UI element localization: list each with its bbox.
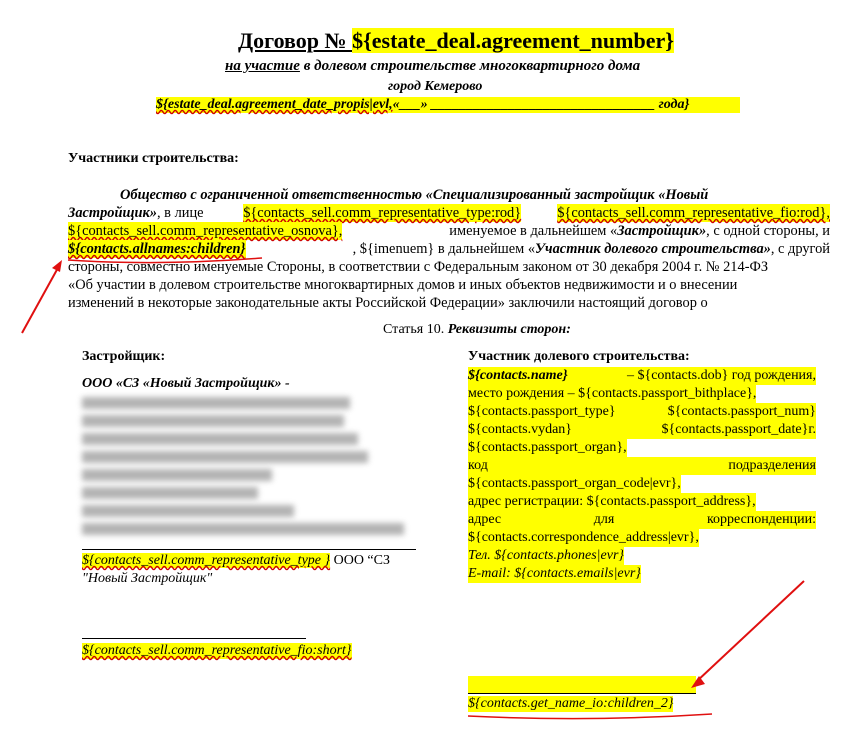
developer-heading: Застройщик: — [82, 349, 166, 364]
allnames-red-underline — [68, 258, 262, 263]
party-name-end: Застройщик» — [68, 205, 157, 221]
participant-term: Участник долевого строительства» — [535, 241, 771, 257]
one-side-text: , с одной стороны, и — [706, 223, 830, 239]
title-prefix: Договор № — [238, 28, 353, 53]
subtitle-rest: в долевом строительстве многоквартирного дома — [299, 58, 641, 74]
article-title: Реквизиты сторон: — [447, 322, 571, 337]
other-side-text: , с другой — [770, 241, 830, 257]
signature-red-underline — [468, 714, 712, 719]
correspondence-address-var: ${contacts.correspondence_address|evr}, — [468, 530, 699, 545]
address-label: адрес — [468, 512, 502, 527]
code-label: код — [468, 458, 488, 473]
article-prefix: Статья 10. — [383, 322, 448, 337]
passport-num-var: ${contacts.passport_num} — [667, 404, 816, 419]
for-label: для — [593, 512, 615, 527]
date-rest: «___» ________________________________ года} — [392, 97, 690, 112]
passport-organ-var: ${contacts.passport_organ}, — [468, 440, 627, 455]
participant-heading: Участник долевого строительства: — [468, 349, 690, 364]
participant-birthplace: место рождения – ${contacts.passport_bithplace}, — [468, 386, 757, 401]
developer-rep-type-var: ${contacts_sell.comm_representative_type } — [82, 553, 331, 568]
developer-org-name-line: "Новый Застройщик" — [82, 571, 213, 586]
passport-vydan-var: ${contacts.vydan} — [468, 422, 573, 437]
phones-var: Тел. ${contacts.phones|evr} — [468, 548, 624, 563]
participants-heading: Участники строительства: — [68, 151, 239, 166]
arrow-to-allnames — [22, 260, 62, 333]
developer-name: ООО «СЗ «Новый Застройщик» - — [82, 376, 290, 391]
agreement-number-var: ${estate_deal.agreement_number} — [352, 28, 674, 53]
passport-date-var: ${contacts.passport_date}г. — [661, 422, 816, 437]
paragraph-line-6-text: «Об участии в долевом строительстве многоквартирных домов и иных объектов недвижимости и о внесении — [68, 277, 738, 293]
city-line: город Кемерово — [388, 79, 483, 94]
arrow-to-signature-var — [691, 581, 804, 688]
paragraph-line-1-text: Общество с ограниченной ответственностью «Специализированный застройщик «Новый — [120, 187, 709, 203]
representative-type-var: ${contacts_sell.comm_representative_type:rod} — [243, 205, 522, 221]
developer-fio-var: ${contacts_sell.comm_representative_fio:short} — [82, 643, 352, 658]
participant-name-io-var: ${contacts.get_name_io:children_2} — [468, 696, 674, 711]
participant-name-var: ${contacts.name} — [468, 368, 568, 383]
subtitle-underlined: на участие — [225, 58, 300, 74]
representative-fio-var: ${contacts_sell.comm_representative_fio:rod}, — [557, 205, 830, 221]
developer-org-short: ООО “СЗ — [330, 553, 390, 568]
allnames-children-var: ${contacts.allnames:children} — [68, 241, 246, 257]
correspondence-label: корреспонденции: — [706, 512, 816, 527]
developer-term: Застройщик» — [617, 223, 707, 239]
division-label: подразделения — [728, 458, 816, 473]
emails-var: E-mail: ${contacts.emails|evr} — [468, 566, 641, 581]
paragraph-line-5-text: стороны, совместно именуемые Стороны, в соответствии с Федеральным законом от 30 декабря 2004 г. № 214-ФЗ — [68, 259, 769, 275]
imenuem-text: , ${imenuem} в дальнейшем « — [352, 241, 536, 257]
date-var: ${estate_deal.agreement_date_propis|evl, — [156, 97, 393, 112]
passport-type-var: ${contacts.passport_type} — [468, 404, 616, 419]
passport-organ-code-var: ${contacts.passport_organ_code|evr}, — [468, 476, 681, 491]
registration-address: адрес регистрации: ${contacts.passport_address}, — [468, 494, 756, 509]
hereinafter-text: именуемое в дальнейшем « — [445, 223, 618, 239]
representative-osnova-var: ${contacts_sell.comm_representative_osnova}, — [68, 223, 343, 239]
participant-dob: – ${contacts.dob} год рождения, — [623, 368, 816, 383]
paragraph-line-7-text: изменений в некоторые законодательные акты Российской Федерации» заключили настоящий договор о — [68, 295, 708, 311]
in-person-text: , в лице — [156, 205, 208, 221]
